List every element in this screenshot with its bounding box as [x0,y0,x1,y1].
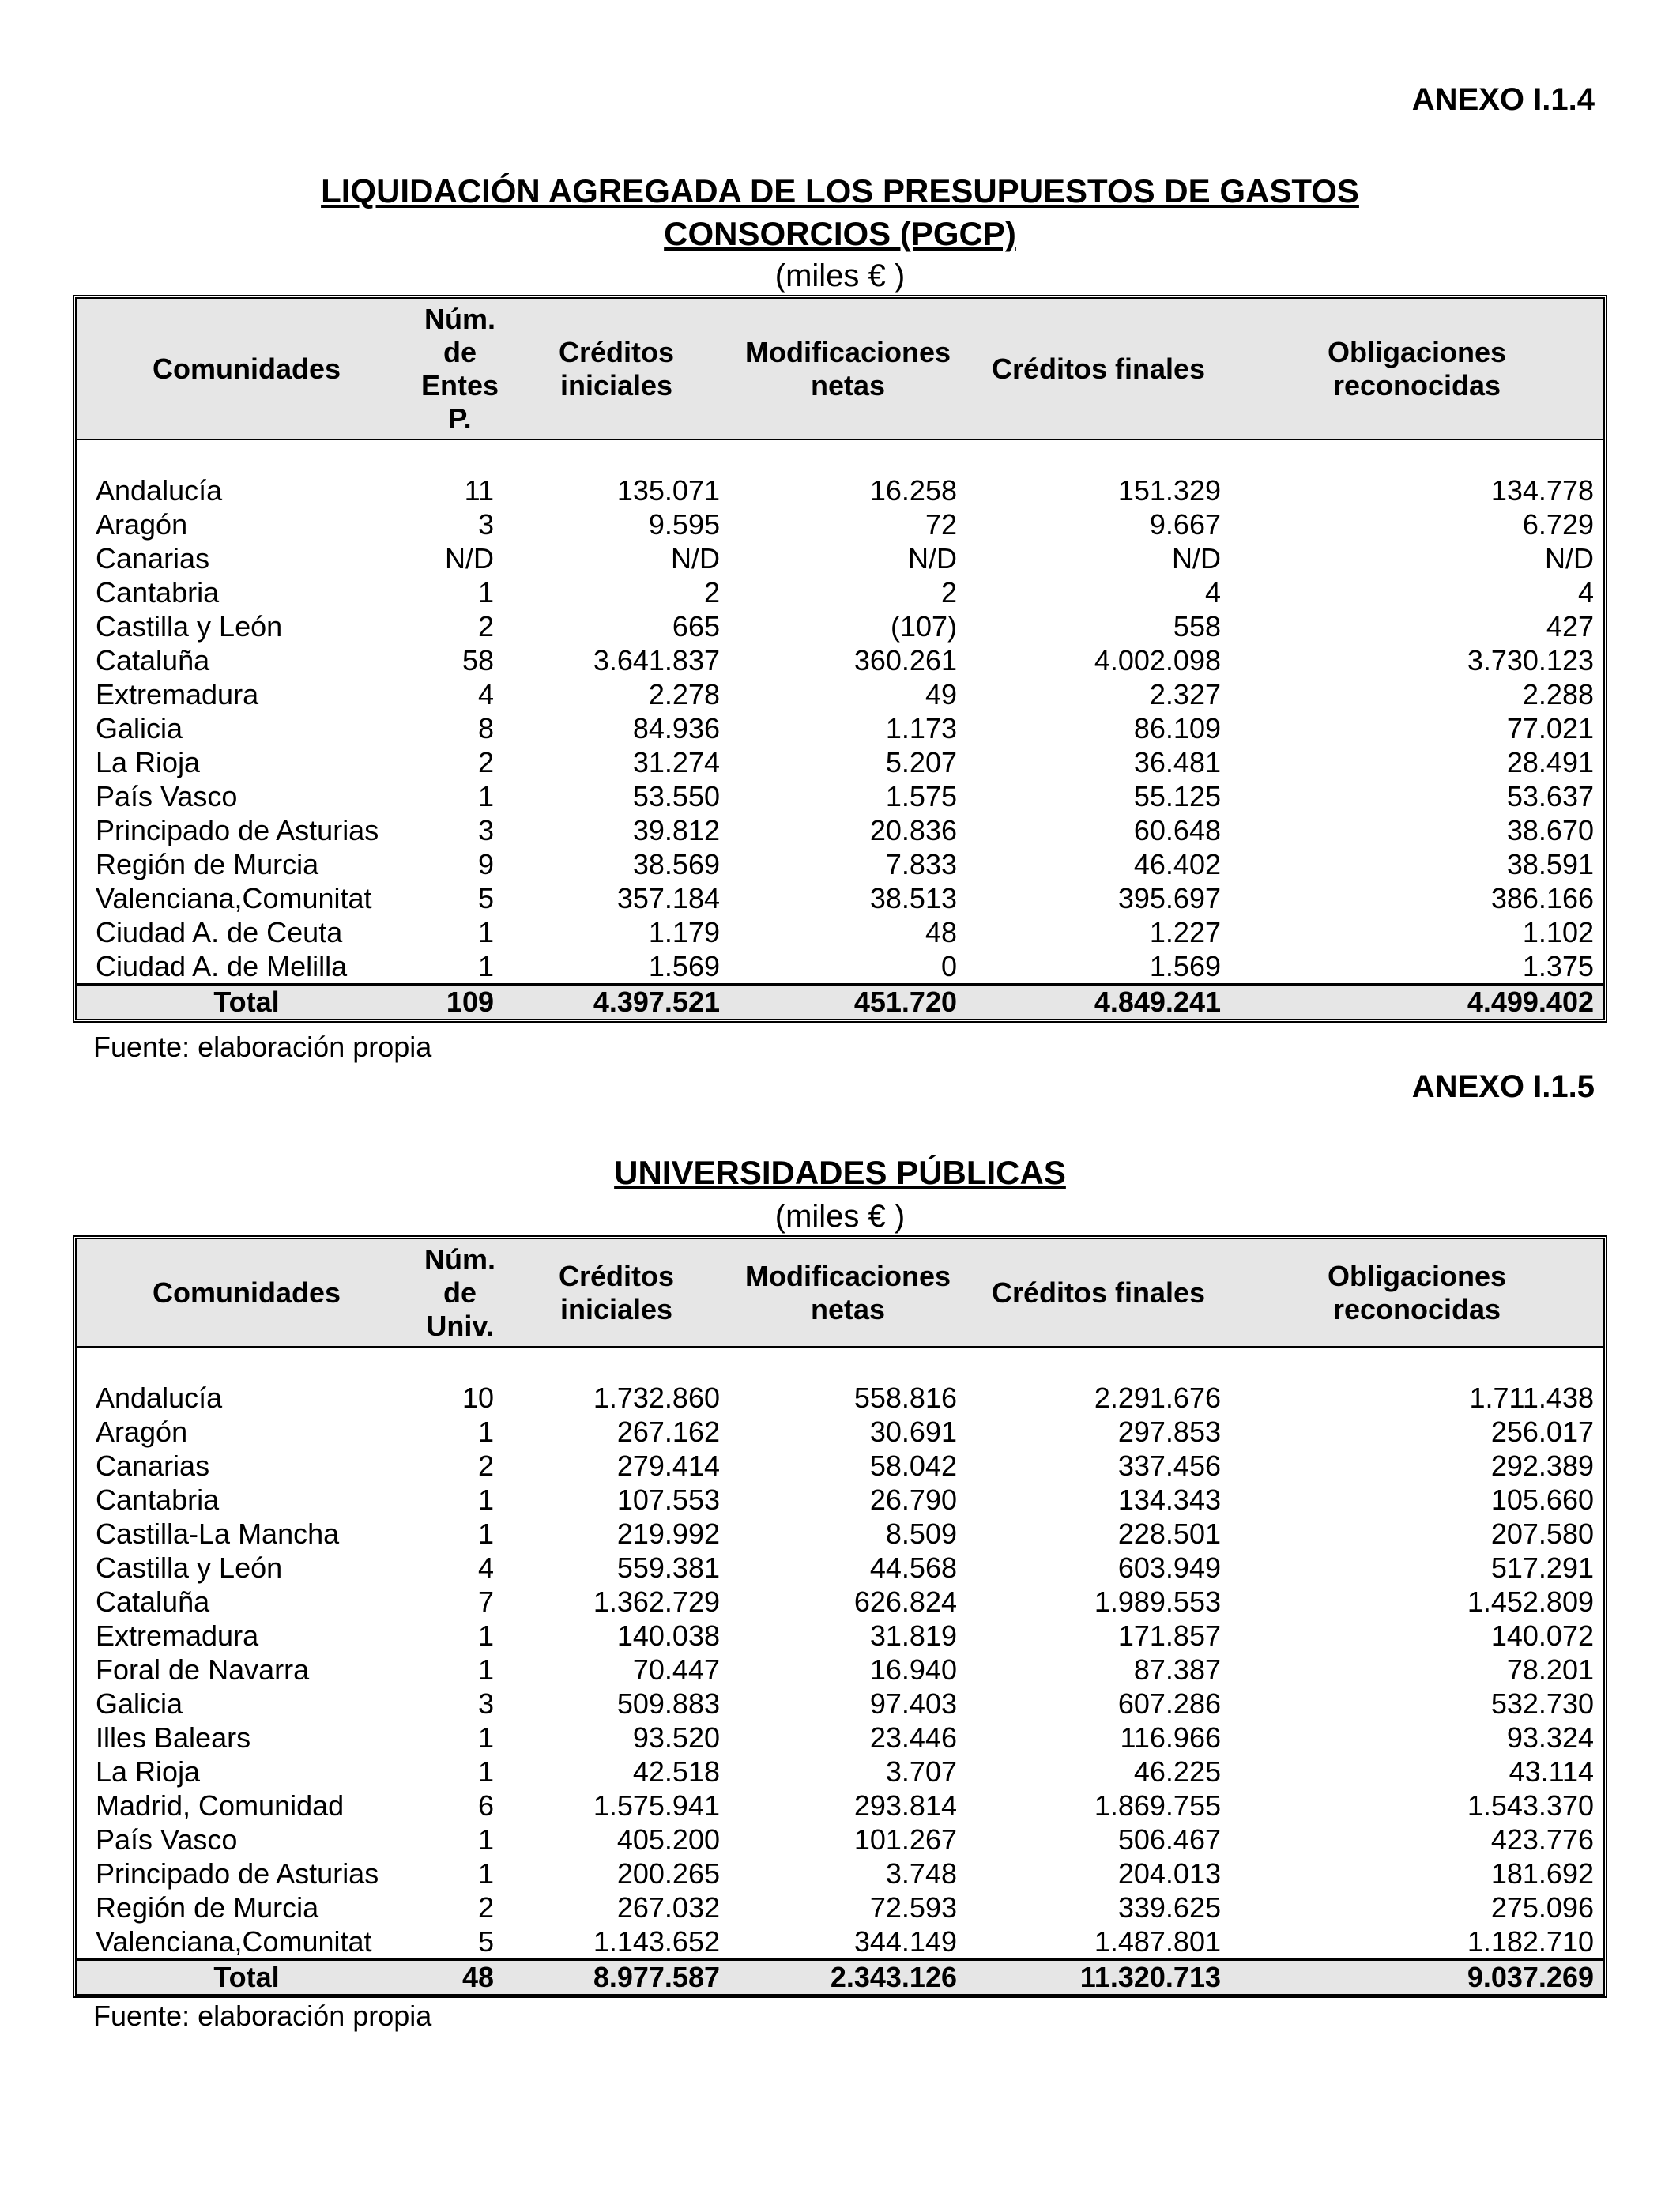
value-cell: 4.002.098 [1094,644,1221,677]
value-cell: 6.729 [1522,508,1594,541]
region-name-cell: Ciudad A. de Melilla [96,950,348,982]
value-cell: 1 [477,780,494,812]
region-name-cell: Cantabria [96,1483,220,1516]
section2-source-note: Fuente: elaboración propia [93,2000,432,2032]
table-row [77,1823,1603,1857]
table-row [77,473,1603,507]
value-cell: 1.102 [1522,916,1594,948]
total-value-cell: 11.320.713 [966,1960,1230,1995]
value-cell: 43.114 [1509,1755,1594,1788]
value-cell: 1.575 [885,780,957,812]
value-cell: 134.778 [1490,474,1594,507]
value-cell: 171.857 [1117,1619,1221,1652]
value-cell: 151.329 [1117,474,1221,507]
value-cell: 506.467 [1117,1823,1221,1856]
value-cell: (107) [890,610,957,643]
region-name-cell: Canarias [96,1449,210,1482]
table-row [77,1619,1603,1653]
table-row [77,1483,1603,1517]
value-cell: 55.125 [1133,780,1221,812]
section1-title-line1: LIQUIDACIÓN AGREGADA DE LOS PRESUPUESTOS DE GASTOS [321,172,1359,209]
value-cell: 23.446 [869,1721,957,1754]
region-name-cell: Región de Murcia [96,848,319,880]
value-cell: 1 [477,1823,494,1856]
value-cell: 4 [1204,576,1221,609]
value-cell: N/D [671,542,720,575]
region-name-cell: La Rioja [96,746,201,778]
value-cell: 559.381 [616,1551,720,1584]
region-name-cell: País Vasco [96,780,238,812]
region-name-cell: Castilla-La Mancha [96,1517,340,1550]
value-cell: 1 [477,916,494,948]
value-cell: 101.267 [853,1823,957,1856]
table-total-row [77,1960,1603,1995]
section2-table-frame [73,1235,1607,1998]
consorcios-table [77,299,1603,1019]
table-row [77,1551,1603,1585]
value-cell: 1.569 [648,950,720,982]
value-cell: 3 [477,814,494,846]
value-cell: 603.949 [1117,1551,1221,1584]
column-header: Comunidades [77,299,416,439]
value-cell: 1.487.801 [1094,1925,1221,1958]
value-cell: 7.833 [885,848,957,880]
value-cell: 140.072 [1490,1619,1594,1652]
value-cell: 93.520 [632,1721,720,1754]
value-cell: 558.816 [853,1382,957,1414]
value-cell: 228.501 [1117,1517,1221,1550]
table-row [77,1517,1603,1551]
value-cell: 9.667 [1149,508,1221,541]
value-cell: 30.691 [869,1416,957,1448]
value-cell: 93.324 [1506,1721,1594,1754]
column-header: Créditos finales [966,299,1230,439]
value-cell: 134.343 [1117,1483,1221,1516]
column-header: Créditos iniciales [503,1239,729,1347]
value-cell: 360.261 [853,644,957,677]
region-name-cell: Castilla y León [96,1551,283,1584]
region-name-cell: Extremadura [96,678,259,711]
total-value-cell: 4.397.521 [503,985,729,1020]
column-header: Obligaciones reconocidas [1230,1239,1603,1347]
value-cell: 558 [1173,610,1221,643]
total-label-cell: Total [77,1960,416,1995]
value-cell: 46.402 [1133,848,1221,880]
value-cell: 509.883 [616,1687,720,1720]
value-cell: 20.836 [869,814,957,846]
total-value-cell: 9.037.269 [1230,1960,1603,1995]
value-cell: 16.940 [869,1653,957,1686]
table-row [77,1789,1603,1823]
value-cell: 267.032 [616,1891,720,1924]
value-cell: 31.274 [632,746,720,778]
table-row [77,643,1603,677]
value-cell: 1.227 [1149,916,1221,948]
section1-source-note: Fuente: elaboración propia [93,1031,432,1063]
value-cell: 49 [925,678,957,711]
table-total-row [77,985,1603,1020]
column-header: Modificaciones netas [729,299,966,439]
total-value-cell: 451.720 [729,985,966,1020]
value-cell: 42.518 [632,1755,720,1788]
table-row [77,1381,1603,1415]
column-header: Núm. de Univ. [416,1239,503,1347]
value-cell: 279.414 [616,1449,720,1482]
value-cell: 38.670 [1506,814,1594,846]
region-name-cell: Foral de Navarra [96,1653,310,1686]
value-cell: 116.966 [1120,1721,1221,1754]
value-cell: 36.481 [1133,746,1221,778]
value-cell: 1 [477,1619,494,1652]
table-header-row [77,1239,1603,1347]
value-cell: 3 [477,1687,494,1720]
value-cell: 1.173 [885,712,957,745]
value-cell: 10 [461,1382,494,1414]
value-cell: 532.730 [1490,1687,1594,1720]
value-cell: N/D [1545,542,1594,575]
value-cell: 5 [477,1925,494,1958]
value-cell: 3 [477,508,494,541]
region-name-cell: Valenciana,Comunitat [96,1925,372,1958]
value-cell: 1.575.941 [593,1789,720,1822]
value-cell: 2.288 [1522,678,1594,711]
value-cell: 0 [940,950,957,982]
value-cell: 665 [672,610,720,643]
region-name-cell: Canarias [96,542,210,575]
value-cell: 97.403 [869,1687,957,1720]
value-cell: 70.447 [632,1653,720,1686]
value-cell: 339.625 [1117,1891,1221,1924]
value-cell: 423.776 [1490,1823,1594,1856]
value-cell: 3.730.123 [1467,644,1594,677]
total-value-cell: 48 [416,1960,503,1995]
value-cell: 1.732.860 [593,1382,720,1414]
value-cell: 7 [477,1585,494,1618]
total-value-cell: 8.977.587 [503,1960,729,1995]
value-cell: 1.711.438 [1469,1382,1594,1414]
total-value-cell: 109 [416,985,503,1020]
value-cell: 77.021 [1506,712,1594,745]
table-row [77,1653,1603,1687]
value-cell: 2 [477,610,494,643]
value-cell: 16.258 [869,474,957,507]
table-row [77,949,1603,985]
value-cell: 344.149 [853,1925,957,1958]
value-cell: 38.513 [869,882,957,914]
value-cell: 2 [477,746,494,778]
value-cell: 86.109 [1133,712,1221,745]
table-spacer [77,439,1603,473]
value-cell: 46.225 [1133,1755,1221,1788]
table-spacer [77,1347,1603,1381]
region-name-cell: Región de Murcia [96,1891,319,1924]
value-cell: 2.291.676 [1094,1382,1221,1414]
table-row [77,1924,1603,1960]
value-cell: 135.071 [616,474,720,507]
table-row [77,881,1603,915]
annex-label-2: ANEXO I.1.5 [1411,1069,1595,1104]
value-cell: 275.096 [1490,1891,1594,1924]
value-cell: 297.853 [1117,1416,1221,1448]
value-cell: 200.265 [616,1857,720,1890]
value-cell: 2.327 [1149,678,1221,711]
value-cell: 386.166 [1490,882,1594,914]
value-cell: 78.201 [1506,1653,1594,1686]
value-cell: 292.389 [1490,1449,1594,1482]
value-cell: 1.362.729 [593,1585,720,1618]
column-header: Modificaciones netas [729,1239,966,1347]
value-cell: 8 [477,712,494,745]
value-cell: 1.869.755 [1094,1789,1221,1822]
value-cell: 53.637 [1506,780,1594,812]
value-cell: 1 [477,1416,494,1448]
table-row [77,915,1603,949]
value-cell: 58.042 [869,1449,957,1482]
value-cell: N/D [1172,542,1221,575]
value-cell: 405.200 [616,1823,720,1856]
value-cell: 3.748 [885,1857,957,1890]
value-cell: 9.595 [648,508,720,541]
value-cell: 1.375 [1522,950,1594,982]
value-cell: 2 [477,1449,494,1482]
value-cell: 31.819 [869,1619,957,1652]
value-cell: 26.790 [869,1483,957,1516]
value-cell: 1.569 [1149,950,1221,982]
value-cell: 427 [1546,610,1594,643]
region-name-cell: Principado de Asturias [96,1857,379,1890]
value-cell: 105.660 [1490,1483,1594,1516]
value-cell: 140.038 [616,1619,720,1652]
value-cell: 4 [477,1551,494,1584]
value-cell: 2 [940,576,957,609]
region-name-cell: Cataluña [96,644,210,677]
value-cell: 53.550 [632,780,720,812]
value-cell: N/D [908,542,957,575]
value-cell: 267.162 [616,1416,720,1448]
value-cell: 337.456 [1117,1449,1221,1482]
region-name-cell: Cantabria [96,576,220,609]
section1-units: (miles € ) [774,258,906,293]
region-name-cell: País Vasco [96,1823,238,1856]
table-row [77,1891,1603,1924]
column-header: Núm. de Entes P. [416,299,503,439]
value-cell: 607.286 [1117,1687,1221,1720]
table-header-row [77,299,1603,439]
annex-label-1: ANEXO I.1.4 [1411,82,1595,117]
value-cell: 39.812 [632,814,720,846]
value-cell: 395.697 [1117,882,1221,914]
value-cell: 5 [477,882,494,914]
value-cell: 4 [477,678,494,711]
table-row [77,779,1603,813]
value-cell: 28.491 [1506,746,1594,778]
table-row [77,507,1603,541]
region-name-cell: Principado de Asturias [96,814,379,846]
value-cell: 1 [477,1721,494,1754]
value-cell: 38.591 [1506,848,1594,880]
table-row [77,609,1603,643]
table-row [77,847,1603,881]
region-name-cell: Castilla y León [96,610,283,643]
value-cell: 1 [477,1483,494,1516]
region-name-cell: Extremadura [96,1619,259,1652]
value-cell: 207.580 [1490,1517,1594,1550]
column-header: Comunidades [77,1239,416,1347]
table-row [77,1755,1603,1789]
universidades-table [77,1239,1603,1994]
total-value-cell: 2.343.126 [729,1960,966,1995]
value-cell: 60.648 [1133,814,1221,846]
value-cell: 517.291 [1490,1551,1594,1584]
value-cell: 5.207 [885,746,957,778]
value-cell: 1 [477,950,494,982]
total-value-cell: 4.849.241 [966,985,1230,1020]
column-header: Obligaciones reconocidas [1230,299,1603,439]
value-cell: 1 [477,1653,494,1686]
region-name-cell: La Rioja [96,1755,201,1788]
value-cell: 11 [464,474,494,507]
value-cell: 1.452.809 [1467,1585,1594,1618]
table-row [77,541,1603,575]
value-cell: 1.989.553 [1094,1585,1221,1618]
table-row [77,1857,1603,1891]
value-cell: 107.553 [616,1483,720,1516]
region-name-cell: Andalucía [96,1382,223,1414]
value-cell: 1 [477,576,494,609]
value-cell: 6 [477,1789,494,1822]
region-name-cell: Illes Balears [96,1721,251,1754]
value-cell: 181.692 [1490,1857,1594,1890]
value-cell: 1.179 [648,916,720,948]
column-header: Créditos finales [966,1239,1230,1347]
value-cell: 219.992 [616,1517,720,1550]
region-name-cell: Valenciana,Comunitat [96,882,372,914]
region-name-cell: Galicia [96,712,183,745]
table-row [77,1449,1603,1483]
table-row [77,1585,1603,1619]
table-row [77,813,1603,847]
value-cell: 2 [703,576,720,609]
value-cell: 2 [477,1891,494,1924]
value-cell: 87.387 [1133,1653,1221,1686]
column-header: Créditos iniciales [503,299,729,439]
value-cell: 1 [477,1517,494,1550]
value-cell: 357.184 [616,882,720,914]
region-name-cell: Aragón [96,508,188,541]
table-row [77,1687,1603,1721]
value-cell: 72 [925,508,957,541]
table-row [77,745,1603,779]
value-cell: 1.143.652 [593,1925,720,1958]
region-name-cell: Cataluña [96,1585,210,1618]
value-cell: 8.509 [885,1517,957,1550]
value-cell: 38.569 [632,848,720,880]
section1-title-line2: CONSORCIOS (PGCP) [664,215,1016,252]
region-name-cell: Andalucía [96,474,223,507]
value-cell: 1.182.710 [1467,1925,1594,1958]
region-name-cell: Madrid, Comunidad [96,1789,345,1822]
value-cell: 204.013 [1117,1857,1221,1890]
value-cell: 3.641.837 [593,644,720,677]
value-cell: 48 [925,916,957,948]
total-value-cell: 4.499.402 [1230,985,1603,1020]
value-cell: 72.593 [869,1891,957,1924]
value-cell: 58 [461,644,494,677]
region-name-cell: Galicia [96,1687,183,1720]
value-cell: 1 [477,1857,494,1890]
value-cell: 626.824 [853,1585,957,1618]
table-row [77,1415,1603,1449]
region-name-cell: Aragón [96,1416,188,1448]
value-cell: N/D [445,542,494,575]
value-cell: 84.936 [632,712,720,745]
table-row [77,677,1603,711]
total-label-cell: Total [77,985,416,1020]
section2-units: (miles € ) [774,1199,906,1234]
value-cell: 1 [477,1755,494,1788]
value-cell: 4 [1577,576,1594,609]
value-cell: 44.568 [869,1551,957,1584]
value-cell: 2.278 [648,678,720,711]
section1-table-frame [73,295,1607,1023]
table-row [77,1721,1603,1755]
value-cell: 1.543.370 [1467,1789,1594,1822]
table-row [77,575,1603,609]
value-cell: 9 [477,848,494,880]
value-cell: 3.707 [885,1755,957,1788]
table-row [77,711,1603,745]
value-cell: 293.814 [853,1789,957,1822]
region-name-cell: Ciudad A. de Ceuta [96,916,343,948]
value-cell: 256.017 [1490,1416,1594,1448]
section2-title: UNIVERSIDADES PÚBLICAS [614,1154,1066,1191]
